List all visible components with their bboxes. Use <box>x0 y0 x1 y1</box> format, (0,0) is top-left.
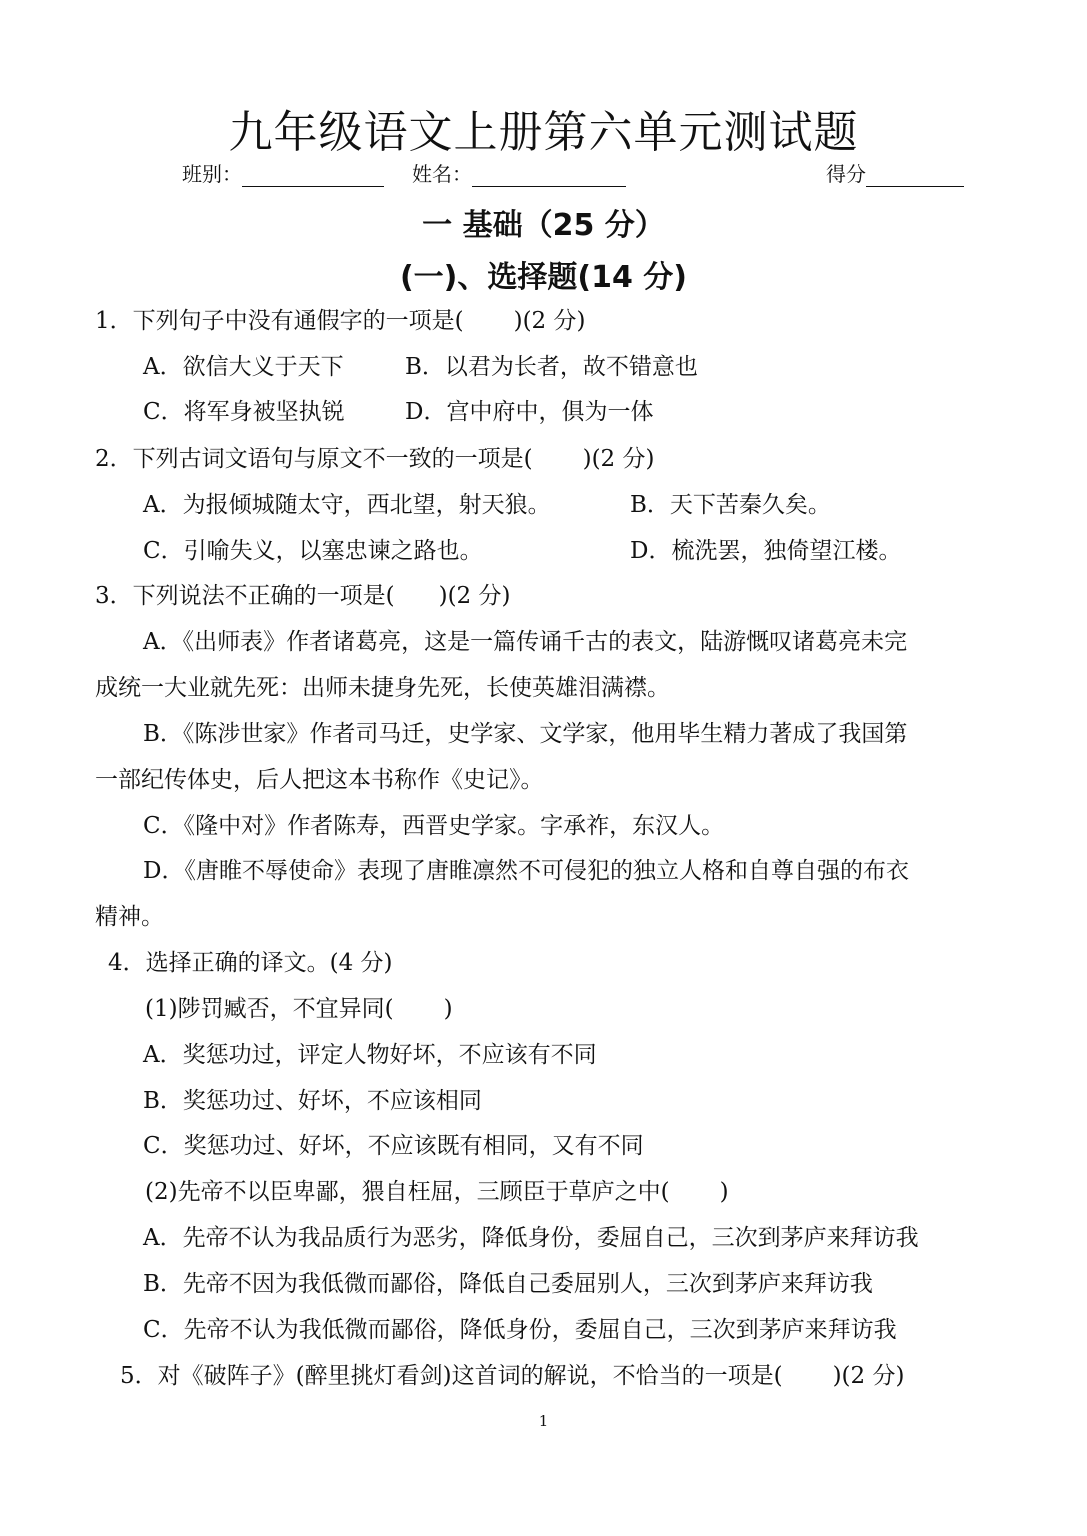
q4-sub1-option-c: C．奖惩功过、好坏，不应该既有相同，又有不同 <box>143 1133 644 1159</box>
name-field <box>412 158 626 187</box>
q2-stem <box>95 445 654 473</box>
q4-sub1-option-a: A．奖惩功过，评定人物好坏，不应该有不同 <box>143 1042 597 1068</box>
score-field <box>826 158 964 187</box>
page-number: 1 <box>538 1412 549 1430</box>
name-blank <box>472 166 626 187</box>
q4-sub1-option-b: B．奖惩功过、好坏，不应该相同 <box>143 1088 482 1114</box>
q4-sub2-option-c: C．先帝不认为我低微而鄙俗，降低身份，委屈自己，三次到茅庐来拜访我 <box>143 1317 897 1343</box>
q1-option-a: A．欲信大义于天下 <box>143 354 344 380</box>
class-blank <box>242 166 384 187</box>
q3-option-d-line2: 精神。 <box>95 904 164 930</box>
name-label: 姓名： <box>412 162 472 186</box>
subsection-heading: (一)、选择题(14 分) <box>399 260 688 295</box>
q3-stem <box>95 582 510 610</box>
q4-sub1-text: (1)陟罚臧否，不宜异同( <box>145 996 394 1022</box>
q4-stem: 4．选择正确的译文。(4 分) <box>108 950 393 976</box>
q4-sub1-close: ) <box>443 996 453 1022</box>
q3-option-d-line1: D．《唐睢不辱使命》表现了唐睢凛然不可侵犯的独立人格和自尊自强的布衣 <box>143 858 909 884</box>
q3-option-b-line1: B．《陈涉世家》作者司马迁，史学家、文学家，他用毕生精力著成了我国第 <box>143 721 908 747</box>
q5-stem <box>120 1362 904 1390</box>
q4-sub2-option-a: A．先帝不认为我品质行为恶劣，降低身份，委屈自己，三次到茅庐来拜访我 <box>143 1225 919 1251</box>
section-heading: 一 基础（25 分） <box>422 208 665 243</box>
q1-option-c: C．将军身被坚执锐 <box>143 399 345 425</box>
q3-option-c: C．《隆中对》作者陈寿，西晋史学家。字承祚，东汉人。 <box>143 813 725 839</box>
q1-stem-text: 1．下列句子中没有通假字的一项是( <box>95 308 464 334</box>
class-field <box>182 158 384 187</box>
class-label: 班别： <box>182 162 242 186</box>
q2-option-c: C．引喻失义，以塞忠谏之路也。 <box>143 538 483 564</box>
q5-score: )(2 分) <box>832 1363 905 1389</box>
q3-option-b-line2: 一部纪传体史，后人把这本书称作《史记》。 <box>95 767 544 793</box>
q1-option-d: D．宫中府中，俱为一体 <box>405 399 654 425</box>
q4-sub2 <box>145 1178 729 1206</box>
q2-option-d: D．梳洗罢，独倚望江楼。 <box>630 538 902 564</box>
score-blank <box>866 166 964 187</box>
q2-option-b: B．天下苦秦久矣。 <box>630 492 831 518</box>
q2-stem-text: 2．下列古词文语句与原文不一致的一项是( <box>95 446 533 472</box>
q3-option-a-line1: A．《出师表》作者诸葛亮，这是一篇传诵千古的表文，陆游慨叹诸葛亮未完 <box>143 629 908 655</box>
q1-option-b: B．以君为长者，故不错意也 <box>405 354 698 380</box>
q4-sub2-close: ) <box>719 1179 729 1205</box>
q2-option-a: A．为报倾城随太守，西北望，射天狼。 <box>143 492 551 518</box>
q4-sub2-text: (2)先帝不以臣卑鄙，猥自枉屈，三顾臣于草庐之中( <box>145 1179 670 1205</box>
q5-stem-text: 5．对《破阵子》(醉里挑灯看剑)这首词的解说，不恰当的一项是( <box>120 1363 783 1389</box>
q3-stem-text: 3．下列说法不正确的一项是( <box>95 583 395 609</box>
score-label: 得分 <box>826 162 866 186</box>
q2-score: )(2 分) <box>582 446 655 472</box>
q1-score: )(2 分) <box>513 308 586 334</box>
q3-score: )(2 分) <box>438 583 511 609</box>
page-title: 九年级语文上册第六单元测试题 <box>228 107 859 158</box>
q4-sub2-option-b: B．先帝不因为我低微而鄙俗，降低自己委屈别人，三次到茅庐来拜访我 <box>143 1271 873 1297</box>
q1-stem <box>95 307 585 335</box>
q3-option-a-line2: 成统一大业就先死：出师未捷身先死，长使英雄泪满襟。 <box>95 675 670 701</box>
q4-sub1 <box>145 995 453 1023</box>
